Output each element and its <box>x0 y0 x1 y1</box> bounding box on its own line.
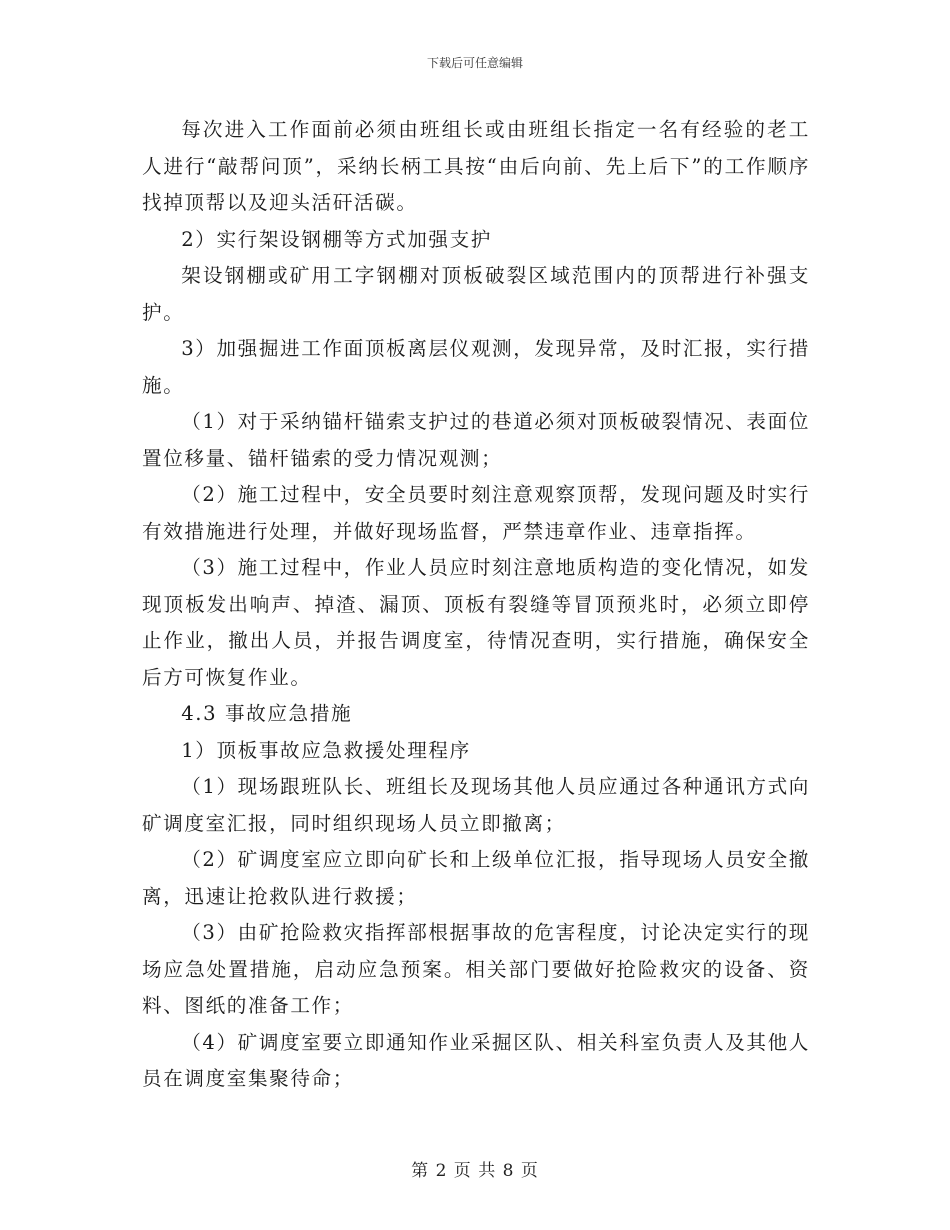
document-body <box>142 112 810 1098</box>
paragraph: （1）现场跟班队长、班组长及现场其他人员应通过各种通讯方式向矿调度室汇报，同时组织现场人员立即撤离； <box>142 775 810 835</box>
paragraph: （4）矿调度室要立即通知作业采掘区队、相关科室负责人及其他人员在调度室集聚待命； <box>142 1030 810 1090</box>
page-header: 下载后可任意编辑 <box>426 56 523 70</box>
paragraph: （1）对于采纳锚杆锚索支护过的巷道必须对顶板破裂情况、表面位置位移量、锚杆锚索的受力情况观测； <box>142 410 810 470</box>
paragraph: 1）顶板事故应急救援处理程序 <box>181 738 471 762</box>
section-heading: 4.3 事故应急措施 <box>181 702 353 725</box>
paragraph: （3）施工过程中，作业人员应时刻注意地质构造的变化情况，如发现顶板发出响声、掉渣、漏顶、顶板有裂缝等冒顶预兆时，必须立即停止作业，撤出人员，并报告调度室，待情况查明，实行措施，确保安全后方可恢复作业。 <box>142 556 810 689</box>
paragraph: 架设钢棚或矿用工字钢棚对顶板破裂区域范围内的顶帮进行补强支护。 <box>142 264 810 324</box>
paragraph: 每次进入工作面前必须由班组长或由班组长指定一名有经验的老工人进行“敲帮问顶”，采纳长柄工具按“由后向前、先上后下”的工作顺序找掉顶帮以及迎头活矸活碳。 <box>142 118 810 214</box>
paragraph: （2）施工过程中，安全员要时刻注意观察顶帮，发现问题及时实行有效措施进行处理，并做好现场监督，严禁违章作业、违章指挥。 <box>142 483 810 543</box>
paragraph: 3）加强掘进工作面顶板离层仪观测，发现异常，及时汇报，实行措施。 <box>142 337 810 397</box>
paragraph: （3）由矿抢险救灾指挥部根据事故的危害程度，讨论决定实行的现场应急处置措施，启动应急预案。相关部门要做好抢险救灾的设备、资料、图纸的准备工作； <box>142 921 810 1017</box>
paragraph: 2）实行架设钢棚等方式加强支护 <box>181 227 492 251</box>
paragraph: （2）矿调度室应立即向矿长和上级单位汇报，指导现场人员安全撤离，迅速让抢救队进行救援； <box>142 848 810 908</box>
page-number: 第 2 页 共 8 页 <box>411 1161 539 1181</box>
